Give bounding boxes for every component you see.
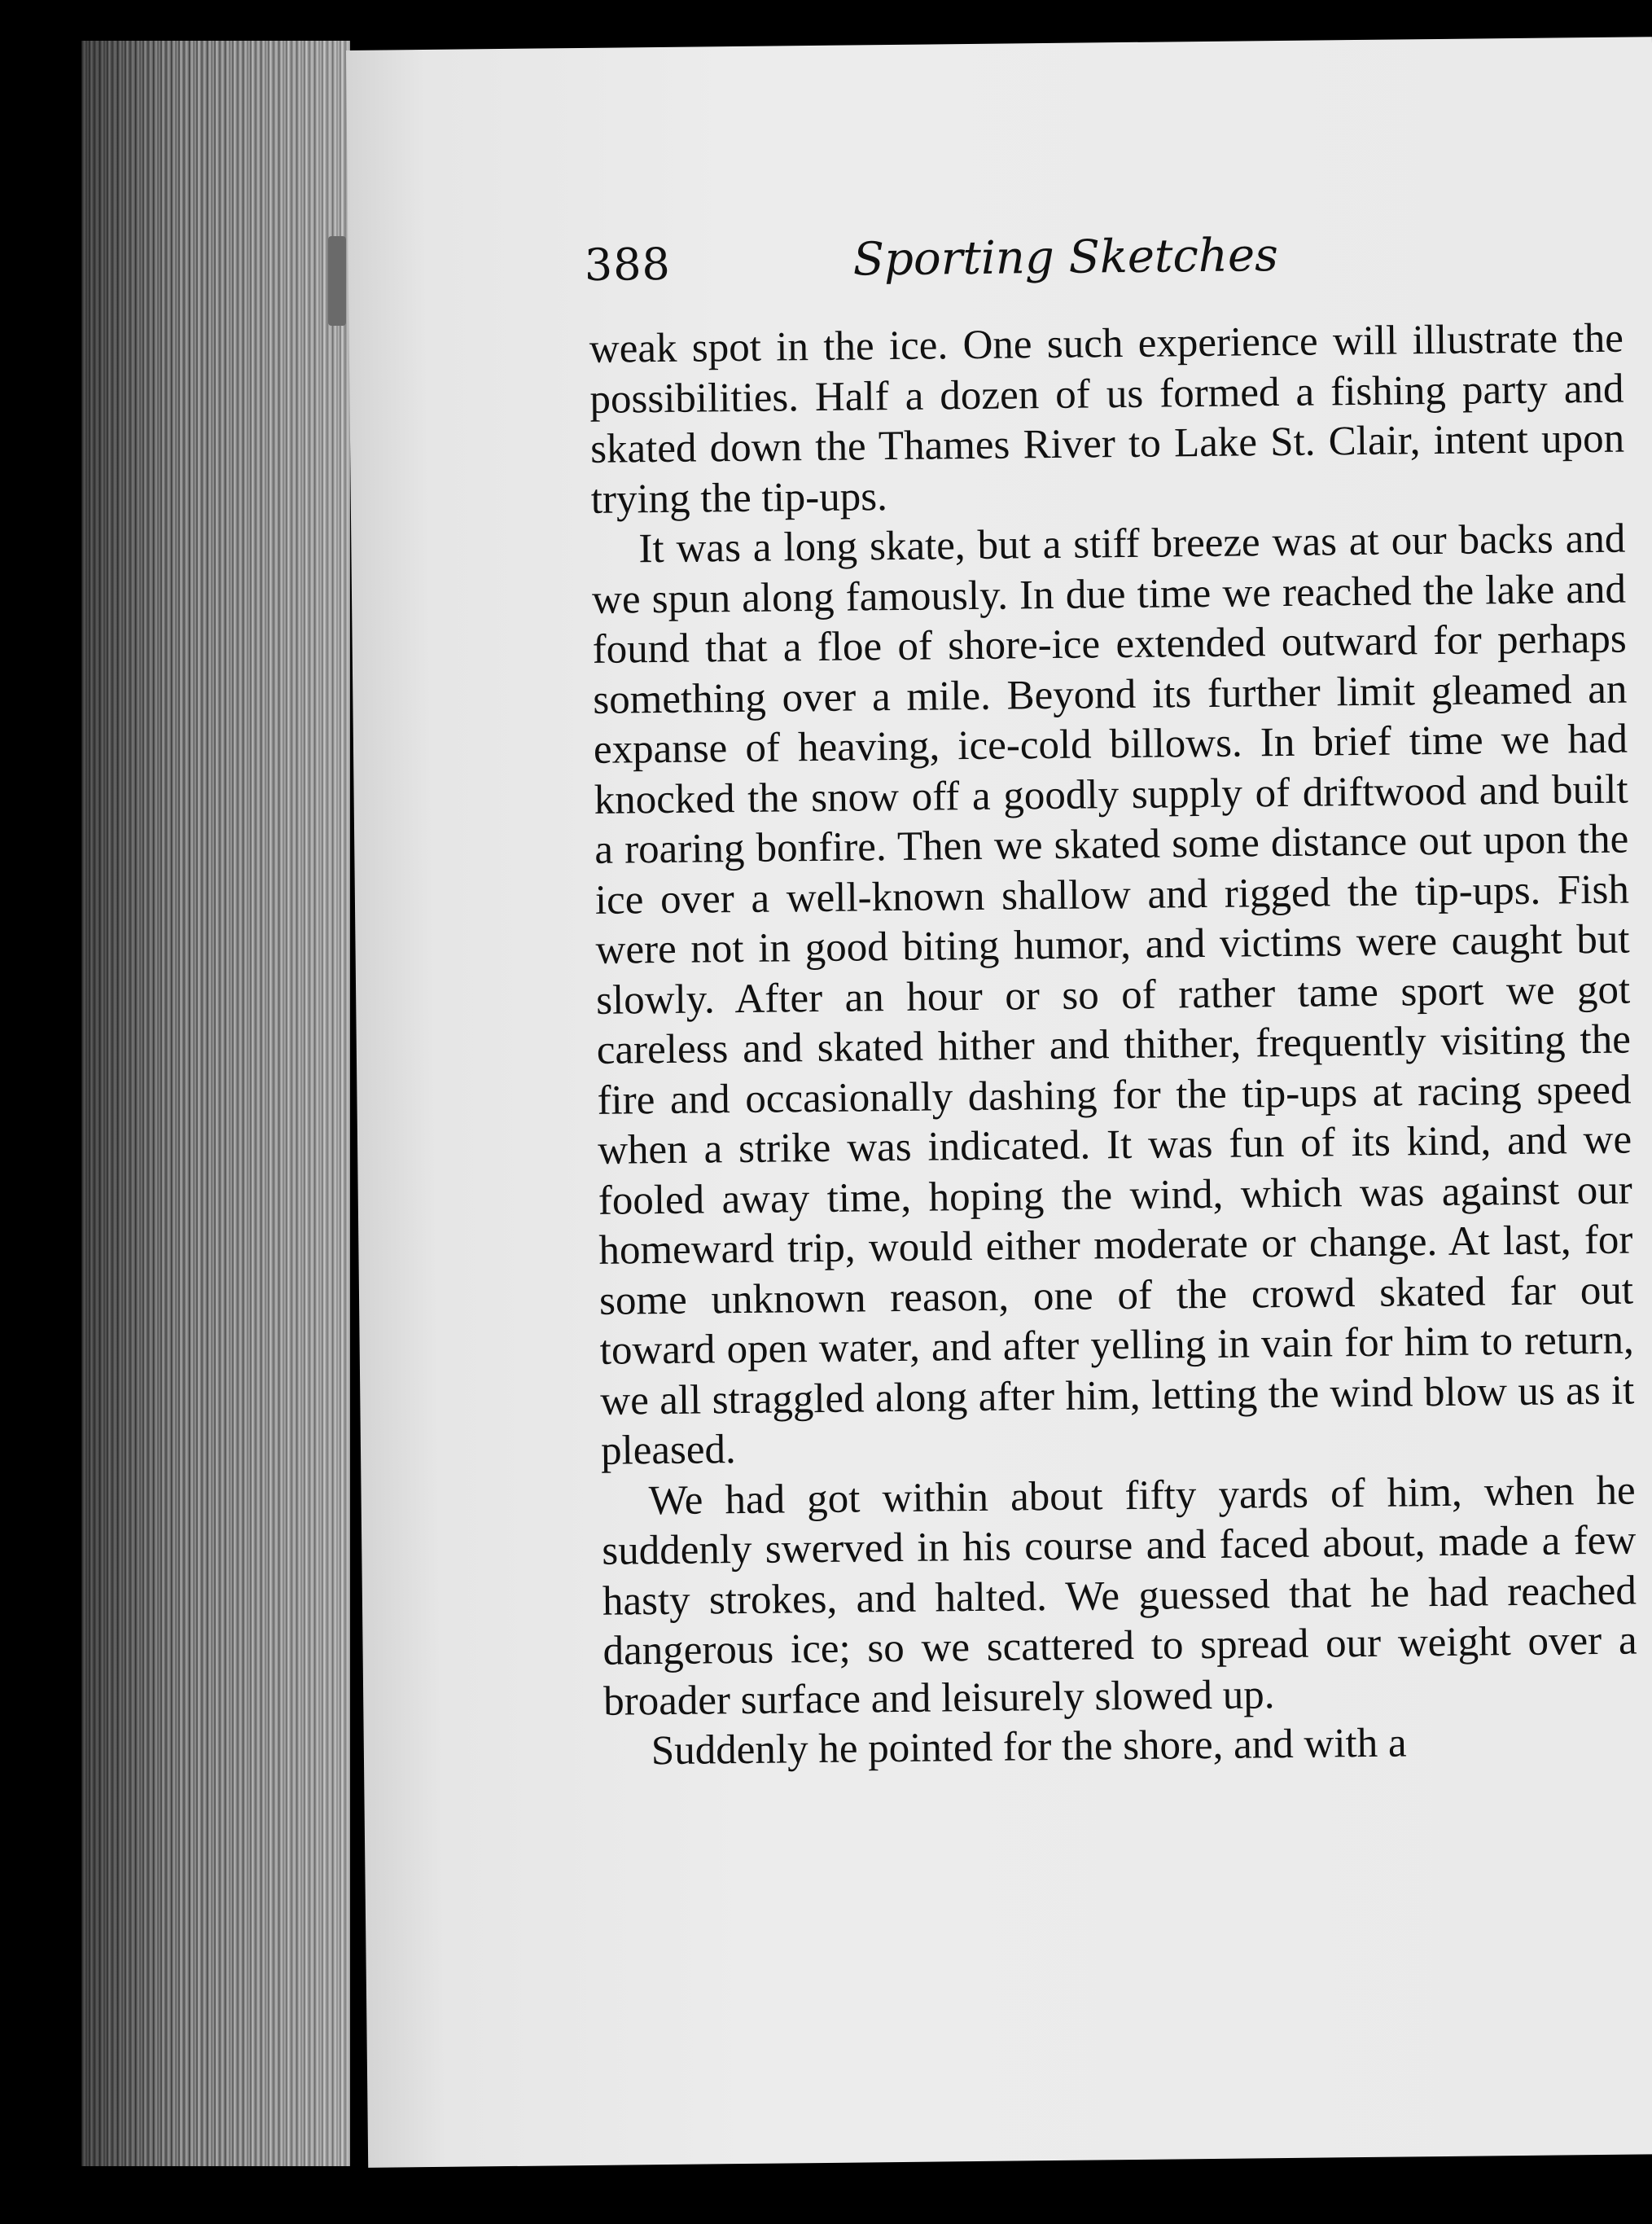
- paragraph-4: Suddenly he pointed for the shore, and with a: [651, 1720, 1407, 1774]
- running-title: Sporting Sketches: [852, 229, 1279, 287]
- page-edge-tab: [328, 236, 346, 326]
- running-head: [584, 228, 1643, 305]
- paragraph-1: weak spot in the ice. One such experience will illustrate the possibilities. Half a dozen of us formed a fishing party and skated down the Thames River to Lake St. Clair, intent upon trying the tip-ups.: [589, 315, 1625, 523]
- body-text: [589, 314, 1639, 1778]
- book-page: [346, 37, 1652, 2168]
- paragraph-3: We had got within about fifty yards of him, when he suddenly swerved in his course and faced about, made a few hasty strokes, and halted. We guessed that he had reached dangerous ice; so we scattered to spread our weight over a broader surface and leisurely slowed up.: [602, 1467, 1637, 1725]
- paragraph-2: It was a long skate, but a stiff breeze was at our backs and we spun along famously. In due time we reached the lake and found that a floe of shore-ice extended outward for perhaps something over a mile. Beyond its further limit gleamed an expanse of heaving, ice-cold billows. In brief time we had knocked the snow off a goodly supply of driftwood and built a roaring bonfire. Then we skated some distance out upon the ice over a well-known shallow and rigged the tip-ups. Fish were not in good biting humor, and victims were caught but slowly. After an hour or so of rather tame sport we got careless and skated hither and thither, frequently visiting the fire and occasionally dashing for the tip-ups at racing speed when a strike was indicated. It was fun of its kind, and we fooled away time, hoping the wind, which was against our homeward trip, would either moderate or change. At last, for some unknown reason, one of the crowd skated far out toward open water, and after yelling in vain for him to return, we all straggled along after him, letting the wind blow us as it pleased.: [591, 515, 1635, 1474]
- scan-bottom-border: [0, 2170, 1652, 2224]
- page-number: 388: [584, 238, 672, 291]
- page-fore-edge: [81, 41, 350, 2166]
